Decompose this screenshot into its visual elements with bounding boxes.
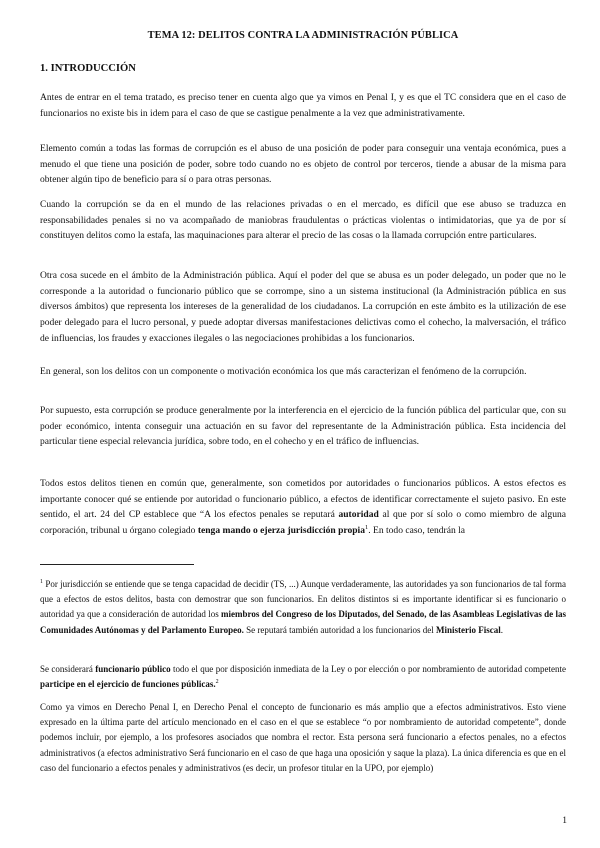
footnote-1 bbox=[40, 577, 566, 638]
document-title: TEMA 12: DELITOS CONTRA LA ADMINISTRACIÓN PÚBLICA bbox=[147, 30, 459, 41]
footnote-paragraph-2-text-1: Se considerará bbox=[40, 664, 96, 674]
paragraph-2: Elemento común a todas las formas de corrupción es el abuso de una posición de poder para conseguir una ventaja económica, pues a menudo el que tiene una posición de poder, sobre todo cuando no es objeto de control por terceros, tiende a abusar de la misma para obtener algún tipo de beneficio para sí o para otras personas. bbox=[40, 143, 566, 186]
paragraph-7-text-2: al que por sí solo o como miembro de alguna corporación, tribunal u órgano colegiado bbox=[40, 509, 566, 537]
paragraph-4: Otra cosa sucede en el ámbito de la Administración pública. Aquí el poder del que se abusa es un poder delegado, un poder que no le corresponde a la autoridad o funcionario público que se corrompe, sino a un sistema institucional (la Administración pública en sus diversos ámbitos) que representa los intereses de la generalidad de los ciudadanos. La corrupción en este ámbito es la utilización de ese poder delegado para el lucro personal, y puede adoptar diversas manifestaciones delictivas como el cohecho, la malversación, el tráfico de influencias, los fraudes y exacciones ilegales o las negociaciones prohibidas a los funcionarios. bbox=[40, 270, 566, 344]
paragraph-7-bold-autoridad: autoridad bbox=[338, 509, 379, 521]
footnote-1-bold-members: miembros del Congreso de los Diputados, del Senado, de las Asambleas Legislativas de las Comunidades Autónomas y del Parlamento Europeo. bbox=[40, 609, 566, 635]
footnote-1-text-2: Se reputará también autoridad a los funcionarios del bbox=[243, 624, 437, 635]
paragraph-7-text-1: Todos estos delitos tienen en común que, generalmente, son cometidos por autoridades o funcionarios públicos. A estos efectos es importante conocer qué se entiende por autoridad o funcionario público, a efectos de identificar correctamente el sujeto pasivo. En este sentido, el art. 24 del CP establece que “A los efectos penales se reputará bbox=[40, 478, 566, 521]
page-number: 1 bbox=[562, 816, 567, 826]
footnote-1-number: 1 bbox=[40, 579, 43, 585]
paragraph-7-text-3: . En todo caso, tendrán la bbox=[368, 525, 465, 537]
footnote-1-text-1: Por jurisdicción se entiende que se tenga capacidad de decidir (TS, ...) Aunque verdaderamente, las autoridades ya son funcionarios de tal forma que a efectos de estos delitos, basta con demostrar que son funcionarios. En delitos distintos si es importante identificar si es funcionario o autoridad ya que a consideración de autoridad los bbox=[40, 579, 566, 620]
footnote-1-text-3: . bbox=[500, 624, 504, 635]
paragraph-7-bold-mando: tenga mando o ejerza jurisdicción propia bbox=[197, 525, 365, 537]
paragraph-7 bbox=[40, 476, 566, 539]
paragraph-6: Por supuesto, esta corrupción se produce generalmente por la interferencia en el ejercicio de la función pública del particular que, con su poder económico, intenta conseguir una actuación en su favor del representante de la Administración pública. Esta incidencia del particular tiene especial relevancia jurídica, sobre todo, en el cohecho y en el tráfico de influencias. bbox=[40, 405, 566, 448]
paragraph-3: Cuando la corrupción se da en el mundo de las relaciones privadas o en el mercado, es difícil que ese abuso se traduzca en responsabilidades penales si no va acompañado de maniobras fraudulentas o prácticas violentas o intimidatorias, que ya de por sí constituyen delitos como la estafa, las maquinaciones para alterar el precio de las cosas o la llamada corrupción entre particulares. bbox=[40, 199, 566, 242]
footnote-ref-2[interactable]: 2 bbox=[215, 679, 219, 686]
paragraph-1: Antes de entrar en el tema tratado, es preciso tener en cuenta algo que ya vimos en Penal I, y es que el TC considera que en el caso de funcionarios no existe bis in idem para el caso de que se castigue penalmente a la vez que administrativamente. bbox=[40, 92, 566, 119]
paragraph-5: En general, son los delitos con un componente o motivación económica los que más caracterizan el fenómeno de la corrupción. bbox=[40, 366, 527, 377]
footnote-separator bbox=[40, 564, 194, 565]
footnote-paragraph-2-text-2: todo el que por disposición inmediata de la Ley o por elección o por nombramiento de autoridad competente bbox=[170, 664, 566, 674]
footnote-paragraph-2-bold-participe: participe en el ejercicio de funciones públicas. bbox=[40, 679, 216, 690]
footnote-paragraph-2-bold-funcionario: funcionario público bbox=[95, 664, 171, 674]
footnote-paragraph-3: Como ya vimos en Derecho Penal I, en Derecho Penal el concepto de funcionario es más amplio que a efectos administrativos. Esto viene expresado en la última parte del artículo mencionado en el caso en el que se establece “o por nombramiento de autoridad competente”, donde podemos incluir, por ejemplo, a los profesores asociados que nombra el rector. Esta persona será funcionario a efectos penales, no a efectos administrativos (a efectos administrativo Será funcionario en el caso de que haga una oposición y saque la plaza). La única diferencia es que en el caso del funcionario a efectos penales y administrativos (es decir, un profesor titular en la UPO, por ejemplo) bbox=[40, 702, 566, 773]
footnote-ref-1[interactable]: 1 bbox=[364, 523, 369, 531]
footnote-1-bold-fiscal: Ministerio Fiscal bbox=[436, 624, 501, 635]
section-heading: 1. INTRODUCCIÓN bbox=[40, 63, 136, 74]
footnote-paragraph-2 bbox=[40, 662, 566, 692]
